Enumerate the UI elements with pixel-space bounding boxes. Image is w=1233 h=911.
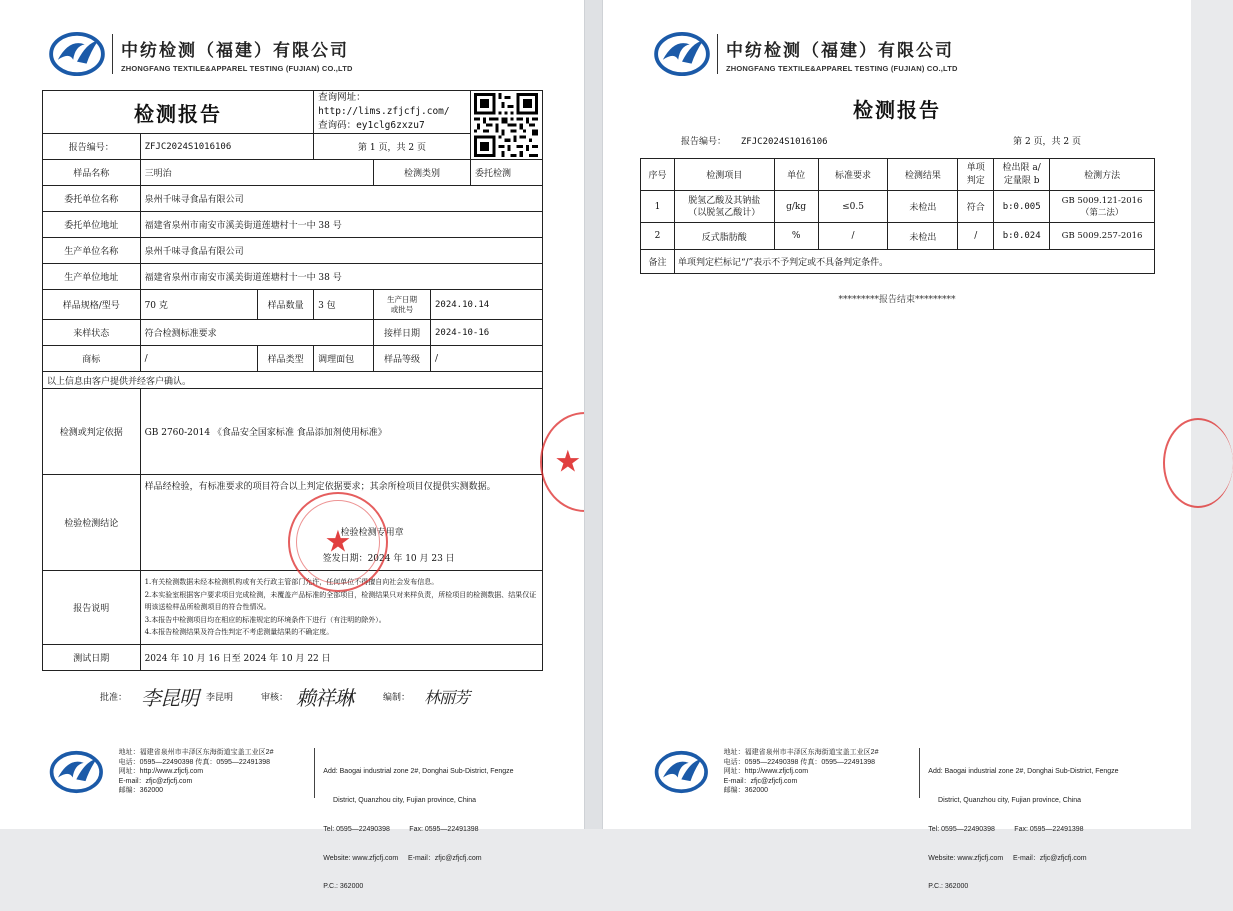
col-header: 检出限 a/ 定量限 b — [994, 159, 1050, 191]
category: 调理面包 — [314, 346, 374, 372]
batch: 2024.10.14 — [430, 290, 542, 320]
test-type-label: 检测类别 — [374, 160, 471, 186]
note-item: 3.本报告中检测项目均在相应的标准规定的环境条件下进行（有注明的除外）。 — [144, 615, 386, 624]
results-table — [640, 158, 1155, 274]
footer-web-cn[interactable]: 网址：http://www.zfjcfj.com — [118, 768, 204, 776]
grade: / — [430, 346, 542, 372]
page-footer — [653, 748, 1153, 891]
brand: / — [140, 346, 258, 372]
col-header: 检测结果 — [888, 159, 958, 191]
company-header — [653, 30, 958, 78]
page-divider — [584, 0, 603, 829]
client-label: 委托单位名称 — [43, 186, 141, 212]
cell-result: 未检出 — [888, 223, 958, 250]
qr-code-cell — [470, 91, 542, 160]
cell-judge: / — [958, 223, 994, 250]
review-label: 审核： — [261, 693, 289, 703]
cell-req: / — [818, 223, 888, 250]
client-name: 泉州千味寻食品有限公司 — [140, 186, 542, 212]
cell-item: 反式脂肪酸 — [674, 223, 774, 250]
footer-phone-en: Tel: 0595—22490398 Fax: 0595—22491398 — [928, 825, 1084, 833]
cell-limit: b:0.024 — [994, 223, 1050, 250]
cell-no: 1 — [641, 191, 675, 223]
info-note: 以上信息由客户提供并经客户确认。 — [43, 372, 543, 389]
producer-name: 泉州千味寻食品有限公司 — [140, 238, 542, 264]
producer-address: 福建省泉州市南安市溪美街道莲塘村十一中 38 号 — [140, 264, 542, 290]
report-no-label: 报告编号： — [681, 137, 727, 147]
sample-name: 三明治 — [140, 160, 373, 186]
conclusion: 样品经检验，有标准要求的项目符合以上判定依据要求；其余所检项目仅提供实测数据。 — [144, 482, 496, 492]
company-logo-icon — [48, 31, 106, 77]
footer-address-cn: 地址：福建省泉州市丰泽区东海街道宝盖工业区2# — [118, 749, 274, 756]
company-header — [48, 30, 353, 78]
approve-label: 批准： — [100, 693, 128, 703]
report-title: 检测报告 — [853, 98, 941, 122]
col-header: 单位 — [774, 159, 818, 191]
test-date: 2024 年 10 月 16 日至 2024 年 10 月 22 日 — [140, 645, 542, 671]
page-info: 第 2 页，共 2 页 — [1013, 137, 1081, 147]
footer-address-cn: 地址：福建省泉州市丰泽区东海街道宝盖工业区2# — [723, 749, 879, 756]
sample-name-label: 样品名称 — [43, 160, 141, 186]
conclusion-label: 检验检测结论 — [43, 475, 141, 571]
remark: 单项判定栏标记“/”表示不予判定或不具备判定条件。 — [674, 250, 1154, 274]
table-header-row — [641, 159, 1155, 191]
note-item: 1.有关检测数据未经本检测机构或有关行政主管部门允许，任何单位不得擅自向社会发布信息。 — [144, 578, 439, 587]
footer-address-en: Add: Baogai industrial zone 2#, Donghai Sub-District, Fengze — [928, 768, 1119, 776]
receive-date: 2024-10-16 — [430, 320, 542, 346]
signature-line — [100, 682, 540, 711]
table-row — [641, 191, 1155, 223]
cell-unit: g/kg — [774, 191, 818, 223]
state-label: 来样状态 — [43, 320, 141, 346]
report-info-table — [42, 90, 543, 671]
brand-label: 商标 — [43, 346, 141, 372]
company-name-cn: 中纺检测（福建）有限公司 — [121, 40, 349, 61]
cell-method: GB 5009.121-2016 （第二法） — [1050, 191, 1155, 223]
footer-postcode-en: P.C.: 362000 — [323, 883, 364, 891]
state: 符合检测标准要求 — [140, 320, 373, 346]
company-name-cn: 中纺检测（福建）有限公司 — [726, 40, 954, 61]
note-item: 2.本实验室根据客户要求项目完成检测，未覆盖产品标准的全部项目，检测结果只对来样负责，所检项目的检测数据、结果仅证明该送检样品所检测项目的符合性情况。 — [144, 590, 537, 612]
footer-web-en[interactable]: Website: www.zfjcfj.com E-mail：zfjc@zfjcfj.com — [928, 854, 1087, 862]
qty-label: 样品数量 — [258, 290, 314, 320]
query-code: 查询码：ey1clg6zxzu7 — [318, 120, 425, 131]
footer-phone-en: Tel: 0595—22490398 Fax: 0595—22491398 — [323, 825, 479, 833]
col-header: 检测方法 — [1050, 159, 1155, 191]
footer-phone-cn: 电话：0595—22490398 传真：0595—22491398 — [118, 758, 271, 766]
footer-address-en-2: District, Quanzhou city, Fujian province, China — [323, 796, 477, 804]
basis: GB 2760-2014 《食品安全国家标准 食品添加剂使用标准》 — [140, 389, 542, 475]
query-url[interactable]: 查询网址：http://lims.zfjcfj.com/ — [318, 92, 450, 117]
report-meta — [681, 134, 1081, 147]
grade-label: 样品等级 — [374, 346, 431, 372]
report-no-label: 报告编号： — [43, 134, 141, 160]
category-label: 样品类型 — [258, 346, 314, 372]
company-logo-icon — [653, 750, 710, 794]
col-header: 标准要求 — [818, 159, 888, 191]
cell-req: ≤0.5 — [818, 191, 888, 223]
company-name-en: ZHONGFANG TEXTILE&APPAREL TESTING (FUJIAN) CO.,LTD — [726, 63, 958, 73]
test-date-label: 测试日期 — [43, 645, 141, 671]
qr-code-icon — [473, 93, 539, 157]
note-item: 4.本报告检测结果及符合性判定不考虑测量结果的不确定度。 — [144, 628, 334, 637]
page-info: 第 1 页，共 2 页 — [314, 134, 471, 160]
cell-limit: b:0.005 — [994, 191, 1050, 223]
footer-email-cn[interactable]: E-mail：zfjc@zfjcfj.com — [118, 777, 193, 785]
report-end-marker: *********报告结束********* — [838, 295, 956, 305]
col-header: 检测项目 — [674, 159, 774, 191]
report-no: ZFJC2024S1016106 — [740, 137, 828, 147]
client-address: 福建省泉州市南安市溪美街道莲塘村十一中 38 号 — [140, 212, 542, 238]
report-page-2 — [603, 0, 1191, 891]
report-no: ZFJC2024S1016106 — [140, 134, 314, 160]
seal-star-icon: ★ — [554, 444, 582, 480]
batch-label: 生产日期 或批号 — [374, 290, 431, 320]
col-header: 单项 判定 — [958, 159, 994, 191]
footer-address-en-2: District, Quanzhou city, Fujian province, China — [928, 796, 1082, 804]
company-logo-icon — [48, 750, 105, 794]
seal-star-icon: ★ — [324, 524, 352, 560]
approve-signature: 李昆明 — [141, 686, 199, 710]
spec-label: 样品规格/型号 — [43, 290, 141, 320]
issue-date: 签发日期：2024 年 10 月 23 日 — [322, 554, 455, 564]
official-seal-stamp — [288, 492, 388, 592]
footer-email-cn[interactable]: E-mail：zfjc@zfjcfj.com — [723, 777, 798, 785]
report-page-1 — [0, 0, 584, 891]
cell-result: 未检出 — [888, 191, 958, 223]
cell-unit: % — [774, 223, 818, 250]
qty: 3 包 — [314, 290, 374, 320]
cross-page-seal-right — [1163, 418, 1233, 508]
cell-no: 2 — [641, 223, 675, 250]
footer-postcode-cn: 邮编：362000 — [118, 787, 164, 795]
notes-label: 报告说明 — [43, 571, 141, 645]
spec: 70 克 — [140, 290, 258, 320]
remark-row — [641, 250, 1155, 274]
footer-phone-cn: 电话：0595—22490398 传真：0595—22491398 — [723, 758, 876, 766]
table-row — [641, 223, 1155, 250]
edit-signature: 林丽芳 — [424, 688, 470, 707]
page-footer — [48, 748, 548, 891]
company-logo-icon — [653, 31, 711, 77]
cell-item: 脱氢乙酸及其钠盐 （以脱氢乙酸计） — [674, 191, 774, 223]
company-name-en: ZHONGFANG TEXTILE&APPAREL TESTING (FUJIAN) CO.,LTD — [121, 63, 353, 73]
footer-address-en: Add: Baogai industrial zone 2#, Donghai Sub-District, Fengze — [323, 768, 514, 776]
client-address-label: 委托单位地址 — [43, 212, 141, 238]
basis-label: 检测或判定依据 — [43, 389, 141, 475]
producer-label: 生产单位名称 — [43, 238, 141, 264]
approve-name: 李昆明 — [206, 693, 234, 703]
col-header: 序号 — [641, 159, 675, 191]
footer-postcode-cn: 邮编：362000 — [723, 787, 769, 795]
footer-web-en[interactable]: Website: www.zfjcfj.com E-mail：zfjc@zfjcfj.com — [323, 854, 482, 862]
producer-address-label: 生产单位地址 — [43, 264, 141, 290]
footer-postcode-en: P.C.: 362000 — [928, 883, 969, 891]
cell-judge: 符合 — [958, 191, 994, 223]
edit-label: 编制： — [383, 693, 411, 703]
cell-method: GB 5009.257-2016 — [1050, 223, 1155, 250]
test-type: 委托检测 — [470, 160, 542, 186]
report-title: 检测报告 — [43, 91, 314, 134]
review-signature: 赖祥琳 — [296, 686, 354, 710]
remark-label: 备注 — [641, 250, 675, 274]
receive-date-label: 接样日期 — [374, 320, 431, 346]
seal-text: 检验检测专用章 — [340, 528, 404, 538]
footer-web-cn[interactable]: 网址：http://www.zfjcfj.com — [723, 768, 809, 776]
